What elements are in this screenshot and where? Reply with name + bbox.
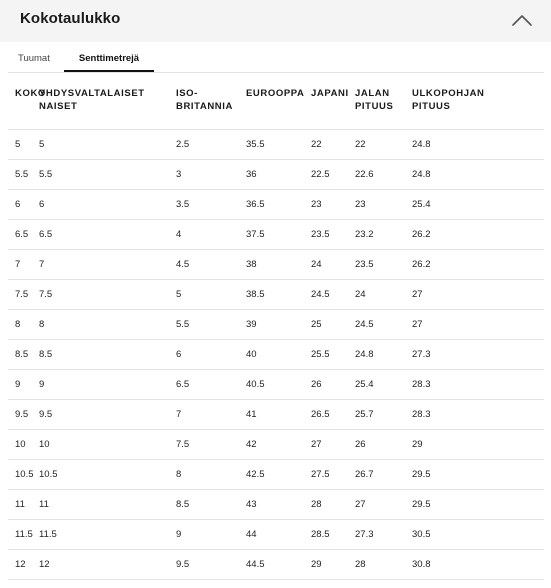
table-cell: 27.3 bbox=[348, 520, 405, 550]
table-header-row bbox=[8, 80, 544, 130]
table-row bbox=[8, 160, 544, 190]
table-cell: 2.5 bbox=[169, 130, 239, 160]
table-cell: 24.5 bbox=[348, 310, 405, 340]
column-header bbox=[304, 80, 348, 130]
table-cell: 9.5 bbox=[32, 400, 169, 430]
table-cell: 40 bbox=[239, 340, 304, 370]
table-cell: 24.8 bbox=[405, 160, 544, 190]
table-cell: 28.5 bbox=[304, 520, 348, 550]
table-cell: 5 bbox=[169, 280, 239, 310]
table-cell: 26.2 bbox=[405, 220, 544, 250]
table-cell: 24 bbox=[348, 280, 405, 310]
unit-tabs bbox=[8, 48, 544, 72]
table-cell: 38 bbox=[239, 250, 304, 280]
column-header-text: PITUUS bbox=[355, 101, 394, 112]
table-cell: 27.5 bbox=[304, 460, 348, 490]
table-body bbox=[8, 130, 544, 580]
table-cell: 37.5 bbox=[239, 220, 304, 250]
table-cell: 11 bbox=[8, 490, 32, 520]
table-cell: 9.5 bbox=[169, 550, 239, 580]
column-header bbox=[239, 80, 304, 130]
table-cell: 26.2 bbox=[405, 250, 544, 280]
table-cell: 10 bbox=[32, 430, 169, 460]
table-cell: 5 bbox=[8, 130, 32, 160]
table-cell: 28 bbox=[348, 550, 405, 580]
column-header-text: KOKO bbox=[15, 88, 46, 99]
table-cell: 25 bbox=[304, 310, 348, 340]
table-cell: 24.8 bbox=[405, 130, 544, 160]
table-row bbox=[8, 370, 544, 400]
table-cell: 23.2 bbox=[348, 220, 405, 250]
table-cell: 42 bbox=[239, 430, 304, 460]
table-cell: 29 bbox=[405, 430, 544, 460]
table-cell: 22.5 bbox=[304, 160, 348, 190]
table-cell: 42.5 bbox=[239, 460, 304, 490]
table-row bbox=[8, 430, 544, 460]
table-cell: 28.3 bbox=[405, 400, 544, 430]
column-header bbox=[169, 80, 239, 130]
table-cell: 27.3 bbox=[405, 340, 544, 370]
table-cell: 11.5 bbox=[8, 520, 32, 550]
table-cell: 6.5 bbox=[32, 220, 169, 250]
column-header-text: JAPANI bbox=[311, 88, 349, 99]
table-cell: 39 bbox=[239, 310, 304, 340]
table-cell: 8.5 bbox=[32, 340, 169, 370]
table-row bbox=[8, 310, 544, 340]
table-row bbox=[8, 220, 544, 250]
table-cell: 28 bbox=[304, 490, 348, 520]
table-cell: 5.5 bbox=[8, 160, 32, 190]
table-cell: 38.5 bbox=[239, 280, 304, 310]
table-row bbox=[8, 280, 544, 310]
table-cell: 22 bbox=[304, 130, 348, 160]
table-cell: 6.5 bbox=[8, 220, 32, 250]
tab-inches[interactable]: Tuumat bbox=[18, 53, 50, 64]
table-cell: 41 bbox=[239, 400, 304, 430]
table-cell: 26 bbox=[348, 430, 405, 460]
column-header-text: ISO- bbox=[176, 88, 198, 99]
table-cell: 25.5 bbox=[304, 340, 348, 370]
table-cell: 6 bbox=[8, 190, 32, 220]
table-cell: 29.5 bbox=[405, 490, 544, 520]
table-cell: 11 bbox=[32, 490, 169, 520]
column-header bbox=[32, 80, 169, 130]
table-cell: 5.5 bbox=[169, 310, 239, 340]
table-cell: 30.8 bbox=[405, 550, 544, 580]
table-row bbox=[8, 550, 544, 580]
table-cell: 26 bbox=[304, 370, 348, 400]
table-cell: 3 bbox=[169, 160, 239, 190]
table-cell: 9 bbox=[169, 520, 239, 550]
table-cell: 27 bbox=[304, 430, 348, 460]
table-cell: 23.5 bbox=[348, 250, 405, 280]
table-cell: 30.5 bbox=[405, 520, 544, 550]
table-cell: 44.5 bbox=[239, 550, 304, 580]
column-header-text: JALAN bbox=[355, 88, 390, 99]
table-cell: 9.5 bbox=[8, 400, 32, 430]
table-cell: 5.5 bbox=[32, 160, 169, 190]
tab-centimeters[interactable]: Senttimetrejä bbox=[64, 48, 154, 72]
table-row bbox=[8, 460, 544, 490]
table-cell: 26.5 bbox=[304, 400, 348, 430]
table-cell: 25.4 bbox=[348, 370, 405, 400]
table-cell: 40.5 bbox=[239, 370, 304, 400]
column-header bbox=[405, 80, 544, 130]
column-header-text: NAISET bbox=[39, 101, 78, 112]
table-cell: 29.5 bbox=[405, 460, 544, 490]
column-header-text: EUROOPPA bbox=[246, 88, 305, 99]
table-cell: 27 bbox=[348, 490, 405, 520]
table-row bbox=[8, 250, 544, 280]
column-header-text: BRITANNIA bbox=[176, 101, 233, 112]
table-cell: 24.5 bbox=[304, 280, 348, 310]
table-cell: 4 bbox=[169, 220, 239, 250]
table-cell: 12 bbox=[32, 550, 169, 580]
table-cell: 8.5 bbox=[169, 490, 239, 520]
table-cell: 10 bbox=[8, 430, 32, 460]
table-cell: 27 bbox=[405, 280, 544, 310]
table-cell: 36 bbox=[239, 160, 304, 190]
table-cell: 6 bbox=[32, 190, 169, 220]
size-table bbox=[8, 80, 544, 580]
table-cell: 9 bbox=[8, 370, 32, 400]
table-cell: 7 bbox=[169, 400, 239, 430]
table-cell: 3.5 bbox=[169, 190, 239, 220]
table-cell: 7.5 bbox=[8, 280, 32, 310]
table-cell: 7 bbox=[32, 250, 169, 280]
table-cell: 25.7 bbox=[348, 400, 405, 430]
column-header-text: ULKOPOHJAN bbox=[412, 88, 485, 99]
table-cell: 6 bbox=[169, 340, 239, 370]
table-row bbox=[8, 340, 544, 370]
column-header bbox=[8, 80, 46, 130]
table-cell: 23 bbox=[348, 190, 405, 220]
table-cell: 9 bbox=[32, 370, 169, 400]
table-cell: 7 bbox=[8, 250, 32, 280]
table-cell: 8.5 bbox=[8, 340, 32, 370]
table-cell: 8 bbox=[32, 310, 169, 340]
table-cell: 25.4 bbox=[405, 190, 544, 220]
table-cell: 7.5 bbox=[169, 430, 239, 460]
table-row bbox=[8, 130, 544, 160]
table-cell: 12 bbox=[8, 550, 32, 580]
table-cell: 23 bbox=[304, 190, 348, 220]
column-header-text: YHDYSVALTALAISET bbox=[39, 88, 145, 99]
size-chart-title: Kokotaulukko bbox=[20, 10, 121, 27]
table-cell: 8 bbox=[8, 310, 32, 340]
table-row bbox=[8, 400, 544, 430]
table-cell: 23.5 bbox=[304, 220, 348, 250]
table-row bbox=[8, 520, 544, 550]
table-row bbox=[8, 490, 544, 520]
size-chart-header[interactable] bbox=[0, 0, 551, 42]
table-cell: 35.5 bbox=[239, 130, 304, 160]
tabs-divider bbox=[8, 72, 544, 73]
table-row bbox=[8, 190, 544, 220]
table-cell: 26.7 bbox=[348, 460, 405, 490]
table-cell: 6.5 bbox=[169, 370, 239, 400]
table-cell: 29 bbox=[304, 550, 348, 580]
table-cell: 28.3 bbox=[405, 370, 544, 400]
table-cell: 10.5 bbox=[8, 460, 32, 490]
table-cell: 7.5 bbox=[32, 280, 169, 310]
table-cell: 43 bbox=[239, 490, 304, 520]
table-cell: 8 bbox=[169, 460, 239, 490]
table-cell: 10.5 bbox=[32, 460, 169, 490]
table-cell: 4.5 bbox=[169, 250, 239, 280]
table-cell: 24.8 bbox=[348, 340, 405, 370]
table-cell: 11.5 bbox=[32, 520, 169, 550]
table-cell: 36.5 bbox=[239, 190, 304, 220]
table-cell: 24 bbox=[304, 250, 348, 280]
column-header-text: PITUUS bbox=[412, 101, 451, 112]
table-cell: 22 bbox=[348, 130, 405, 160]
table-cell: 5 bbox=[32, 130, 169, 160]
table-cell: 44 bbox=[239, 520, 304, 550]
column-header bbox=[348, 80, 405, 130]
chevron-up-icon[interactable] bbox=[508, 8, 536, 32]
table-cell: 27 bbox=[405, 310, 544, 340]
table-cell: 22.6 bbox=[348, 160, 405, 190]
